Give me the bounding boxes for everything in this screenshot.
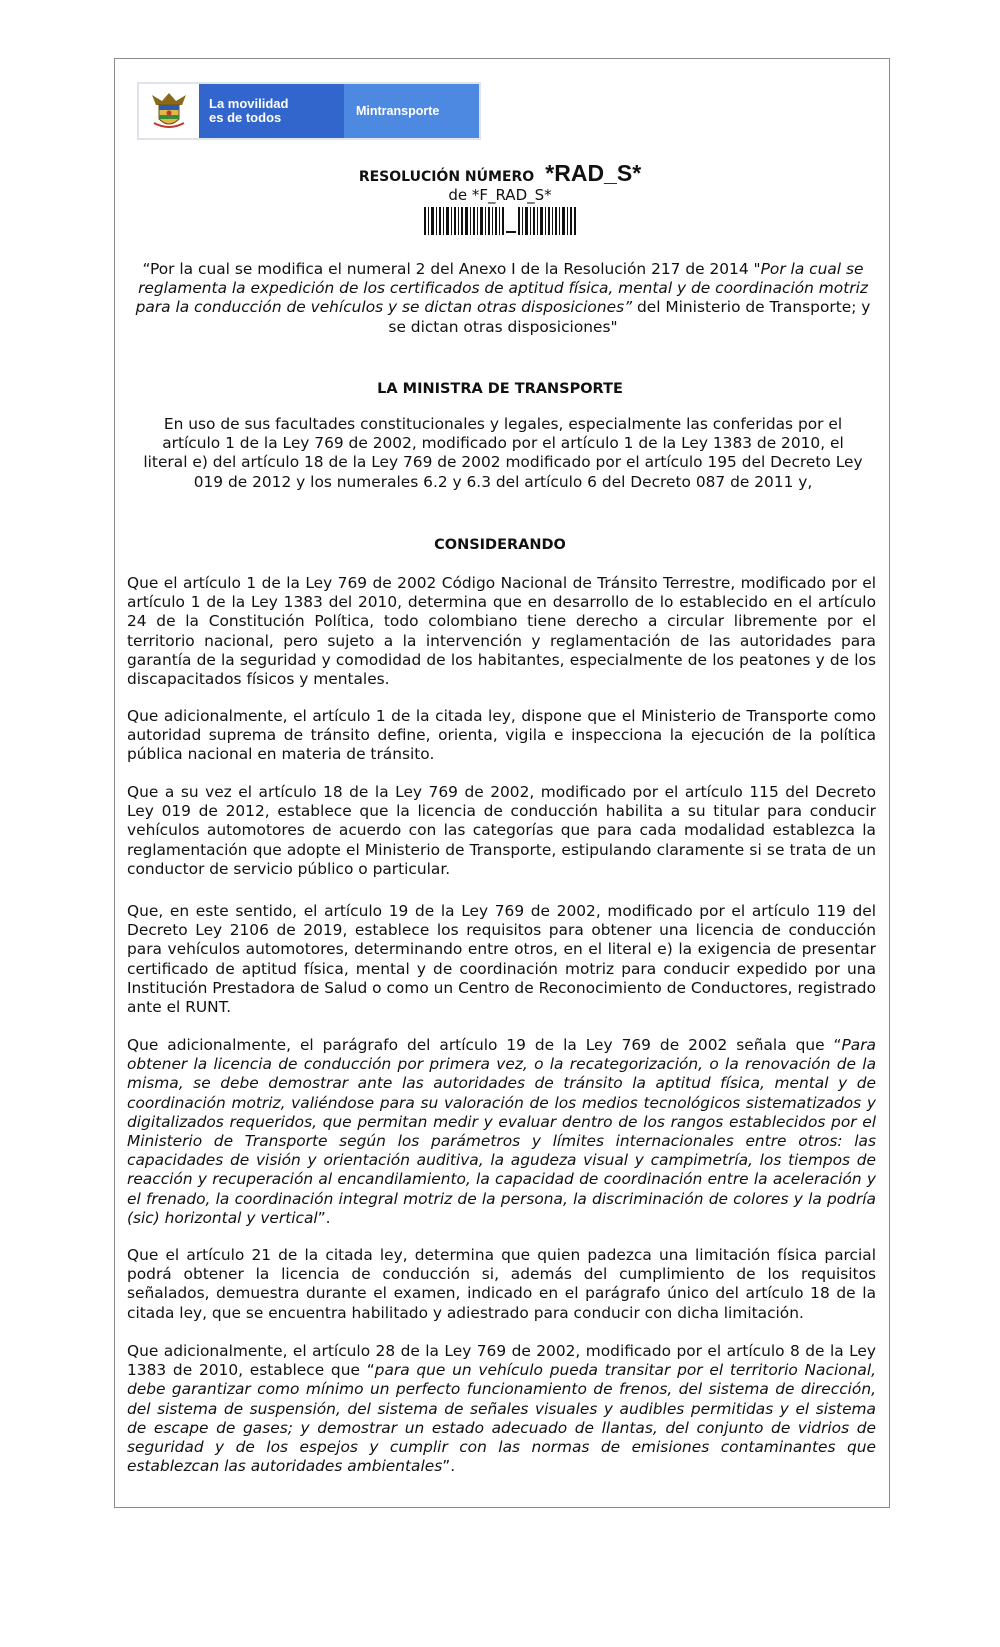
paragraph-5-quote: Para obtener la licencia de conducción por primera vez, o la recategorización, o la renovación de la misma, se debe demostrar ante las autoridades de tránsito la aptitud física, mental y de coordinación motriz, valiéndose para su valoración de los medios tecnológicos sistematizados y digitalizados requeridos, que permitan medir y evaluar dentro de los rangos establecidos por el Ministerio de Transporte según los parámetros y límites internacionales entre otros: las capacidades de visión y orientación auditiva, la agudeza visual y campimetría, los tiempos de reacción y recuperación al encandilamiento, la capacidad de coordinación entre la aceleración y el frenado, la coordinación integral motriz de la persona, la discriminación de colores y la podría (sic) horizontal y vertical [127, 1036, 876, 1227]
resolution-title [0, 160, 1000, 187]
considering-paragraph-1: Que el artículo 1 de la Ley 769 de 2002 Código Nacional de Tránsito Terrestre, modificado por el artículo 1 de la Ley 1383 del 2010, determina que en desarrollo de lo establecido en el artículo 24 de la Constitución Política, todo colombiano tiene derecho a circular libremente por el territorio nacional, pero sujeto a la intervención y reglamentación de las autoridades para garantía de la seguridad y comodidad de los habitantes, especialmente de los peatones y de los discapacitados físicos y mentales. [127, 574, 876, 689]
logo-slogan-line1: La movilidad [209, 96, 289, 111]
epigraph-part3: del Ministerio de Transporte; y se dictan otras disposiciones" [388, 298, 871, 336]
considering-paragraph-7 [127, 1342, 876, 1476]
paragraph-5-intro: Que adicionalmente, el parágrafo del artículo 19 de la Ley 769 de 2002 señala que “ [127, 1036, 842, 1054]
considering-heading: CONSIDERANDO [434, 537, 566, 553]
epigraph-quoted-title: "Por la cual se reglamenta la expedición de los certificados de aptitud física, mental y de coordinación motriz para la conducción de vehículos y se dictan otras disposiciones” [135, 260, 868, 317]
considering-paragraph-5 [127, 1036, 876, 1228]
mintransporte-logo [137, 82, 481, 140]
considering-paragraph-3: Que a su vez el artículo 18 de la Ley 769 de 2002, modificado por el artículo 115 del Decreto Ley 019 de 2012, establece que la licencia de conducción habilita a su titular para conducir vehículos automotores de acuerdo con las categorías que para cada modalidad establezca la reglamentación que adopte el Ministerio de Transporte, estipulando claramente si se trata de un conductor de servicio público o particular. [127, 783, 876, 878]
colombia-coat-of-arms-icon [139, 84, 199, 138]
logo-slogan [199, 84, 344, 138]
logo-ministry-label: Mintransporte [356, 104, 440, 118]
resolution-label: RESOLUCIÓN NÚMERO [358, 169, 535, 185]
resolution-date: de *F_RAD_S* [448, 186, 552, 204]
considering-paragraph-6: Que el artículo 21 de la citada ley, determina que quien padezca una limitación física parcial podrá obtener la licencia de conducción si, además del cumplimiento de los requisitos señalados, demuestra durante el examen, indicado en el parágrafo único del artículo 18 de la citada ley, que se encuentra habilitado y adiestrado para conducir con dicha limitación. [127, 1246, 876, 1322]
considering-paragraph-4: Que, en este sentido, el artículo 19 de la Ley 769 de 2002, modificado por el artículo 119 del Decreto Ley 2106 de 2019, establece los requisitos para obtener una licencia de conducción para vehículos automotores, determinando entre otros, en el literal e) la exigencia de presentar certificado de aptitud física, mental y de coordinación motriz para conducir expedido por una Institución Prestadora de Salud o como un Centro de Reconocimiento de Conductores, registrado ante el RUNT. [127, 902, 876, 1017]
paragraph-5-end: ”. [317, 1208, 331, 1227]
paragraph-7-intro: Que adicionalmente, el artículo 28 de la Ley 769 de 2002, modificado por el artículo 8 de la Ley 1383 de 2010, establece que “ [127, 1342, 876, 1380]
preamble: En uso de sus facultades constitucionales y legales, especialmente las conferidas por el artículo 1 de la Ley 769 de 2002, modificado por el artículo 1 de la Ley 1383 de 2010, el literal e) del artículo 18 de la Ley 769 de 2002 modificado por el artículo 195 del Decreto Ley 019 de 2012 y los numerales 6.2 y 6.3 del artículo 6 del Decreto 087 de 2011 y, [143, 415, 863, 491]
authority-heading: LA MINISTRA DE TRANSPORTE [377, 381, 623, 397]
considering-paragraph-2: Que adicionalmente, el artículo 1 de la citada ley, dispone que el Ministerio de Transporte como autoridad suprema de tránsito define, orienta, vigila e inspecciona la ejecución de la política pública nacional en materia de tránsito. [127, 707, 876, 764]
barcode-icon [424, 207, 576, 235]
paragraph-7-quote: para que un vehículo pueda transitar por el territorio Nacional, debe garantizar como mínimo un perfecto funcionamiento de frenos, del sistema de dirección, del sistema de suspensión, del sistema de señales visuales y audibles permitidas y el sistema de escape de gases; y demostrar un estado adecuado de llantas, del conjunto de vidrios de seguridad y de los espejos y cumplir con las normas de emisiones contaminantes que establezcan las autoridades ambientales [127, 1361, 876, 1476]
resolution-number: *RAD_S* [545, 160, 642, 186]
epigraph-part1: “Por la cual se modifica el numeral 2 del Anexo I de la Resolución 217 de 2014 [142, 260, 754, 278]
logo-ministry [344, 84, 479, 138]
resolution-epigraph [133, 260, 873, 337]
paragraph-7-end: ”. [442, 1457, 456, 1476]
logo-slogan-line2: es de todos [209, 110, 282, 125]
